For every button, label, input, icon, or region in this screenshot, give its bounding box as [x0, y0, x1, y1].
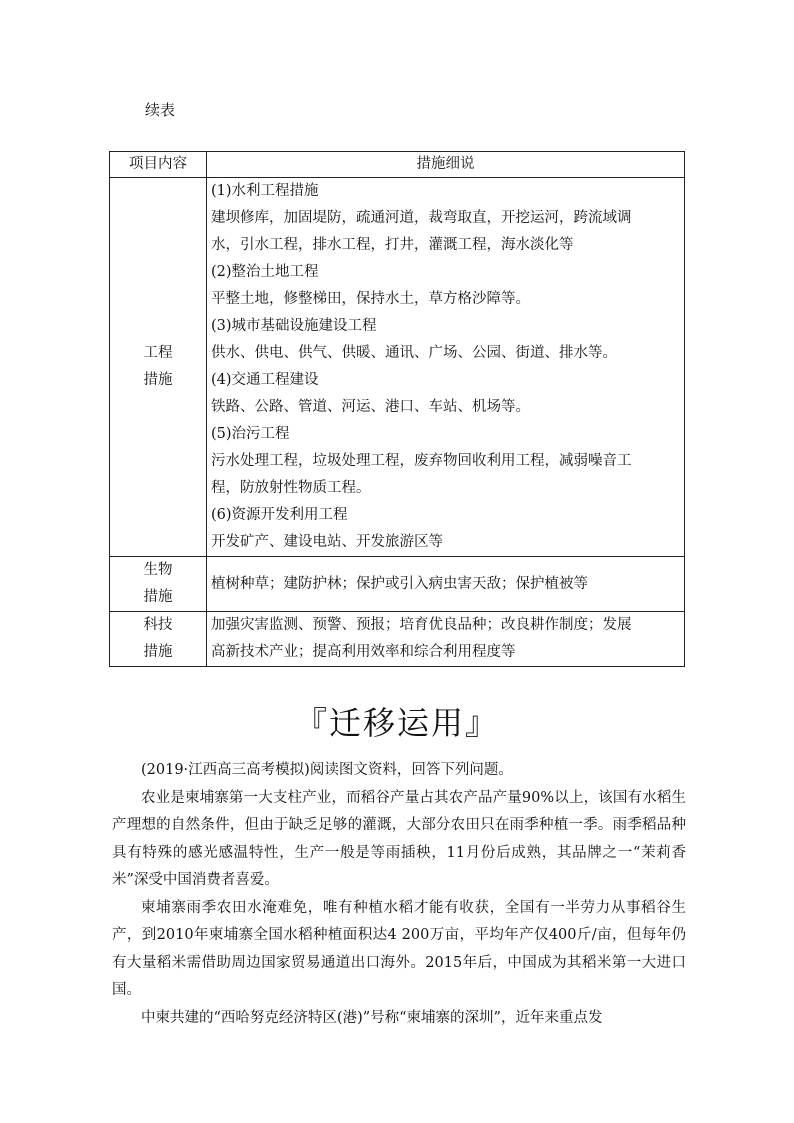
passage-paragraph: 柬埔寨雨季农田水淹难免，唯有种植水稻才能有收获，全国有一半劳力从事稻谷生产，到2010年柬埔寨全国水稻种植面积达4 200万亩，平均年产仅400斤/亩，但每年仍有大量稻米需借助周边国家贸易通道出口海外。2015年后，中国成为其稻米第一大进口国。	[112, 899, 686, 998]
detail-line: (5)治污工程	[211, 426, 290, 442]
detail-line: (6)资源开发利用工程	[211, 507, 348, 523]
table-row-biological	[110, 557, 685, 612]
detail-line: 供水、供电、供气、供暖、通讯、广场、公园、街道、排水等。	[211, 345, 617, 361]
row-label-technology	[110, 612, 207, 667]
table-header-row	[110, 152, 685, 178]
detail-line: 程，防放射性物质工程。	[211, 480, 371, 496]
detail-line: (1)水利工程措施	[211, 183, 319, 199]
row-label-line: 工程	[143, 345, 173, 361]
detail-line: (4)交通工程建设	[211, 372, 319, 388]
row-details-technology	[207, 612, 685, 667]
row-label-engineering	[110, 178, 207, 557]
row-label-biological	[110, 557, 207, 612]
detail-line: 平整土地，修整梯田，保持水土，草方格沙障等。	[211, 291, 530, 307]
continued-table-label: 续表	[145, 101, 176, 119]
reading-passage	[112, 757, 686, 1032]
row-label-line: 生物	[143, 562, 173, 578]
detail-line: 高新技术产业；提高利用效率和综合利用程度等	[211, 644, 516, 660]
detail-line: 污水处理工程，垃圾处理工程，废弃物回收利用工程，减弱噪音工	[211, 453, 632, 469]
row-details-biological: 植树种草；建防护林；保护或引入病虫害天敌；保护植被等	[207, 557, 685, 612]
detail-line: 水，引水工程，排水工程，打井，灌溉工程，海水淡化等	[211, 237, 574, 253]
detail-line: 加强灾害监测、预警、预报；培育优良品种；改良耕作制度；发展	[211, 617, 632, 633]
table-row-engineering	[110, 178, 685, 557]
row-label-line: 措施	[143, 372, 173, 388]
table-row-technology	[110, 612, 685, 667]
detail-line: (3)城市基础设施建设工程	[211, 318, 377, 334]
header-item-content: 项目内容	[110, 152, 207, 178]
header-measure-details: 措施细说	[207, 152, 685, 178]
row-label-line: 措施	[143, 589, 173, 605]
detail-line: 铁路、公路、管道、河运、港口、车站、机场等。	[211, 399, 530, 415]
row-details-engineering	[207, 178, 685, 557]
detail-line: 开发矿产、建设电站、开发旅游区等	[211, 534, 443, 550]
passage-paragraph: 农业是柬埔寨第一大支柱产业，而稻谷产量占其农产品产量90%以上，该国有水稻生产理想的自然条件，但由于缺乏足够的灌溉，大部分农田只在雨季种植一季。雨季稻品种具有特殊的感光感温特性，生产一般是等雨插秧，11月份后成熟，其品牌之一“茉莉香米”深受中国消费者喜爱。	[112, 789, 686, 888]
section-title: 『迁移运用』	[294, 704, 499, 742]
passage-paragraph: 中柬共建的“西哈努克经济特区(港)”号称“柬埔寨的深圳”，近年来重点发	[141, 1009, 603, 1026]
detail-line: 建坝修库，加固堤防，疏通河道，裁弯取直，开挖运河，跨流域调	[211, 210, 632, 226]
row-label-line: 科技	[143, 617, 173, 633]
row-label-line: 措施	[143, 644, 173, 660]
measures-table	[109, 151, 685, 667]
detail-line: (2)整治土地工程	[211, 264, 319, 280]
passage-intro: (2019·江西高三高考模拟)阅读图文资料，回答下列问题。	[141, 762, 513, 778]
